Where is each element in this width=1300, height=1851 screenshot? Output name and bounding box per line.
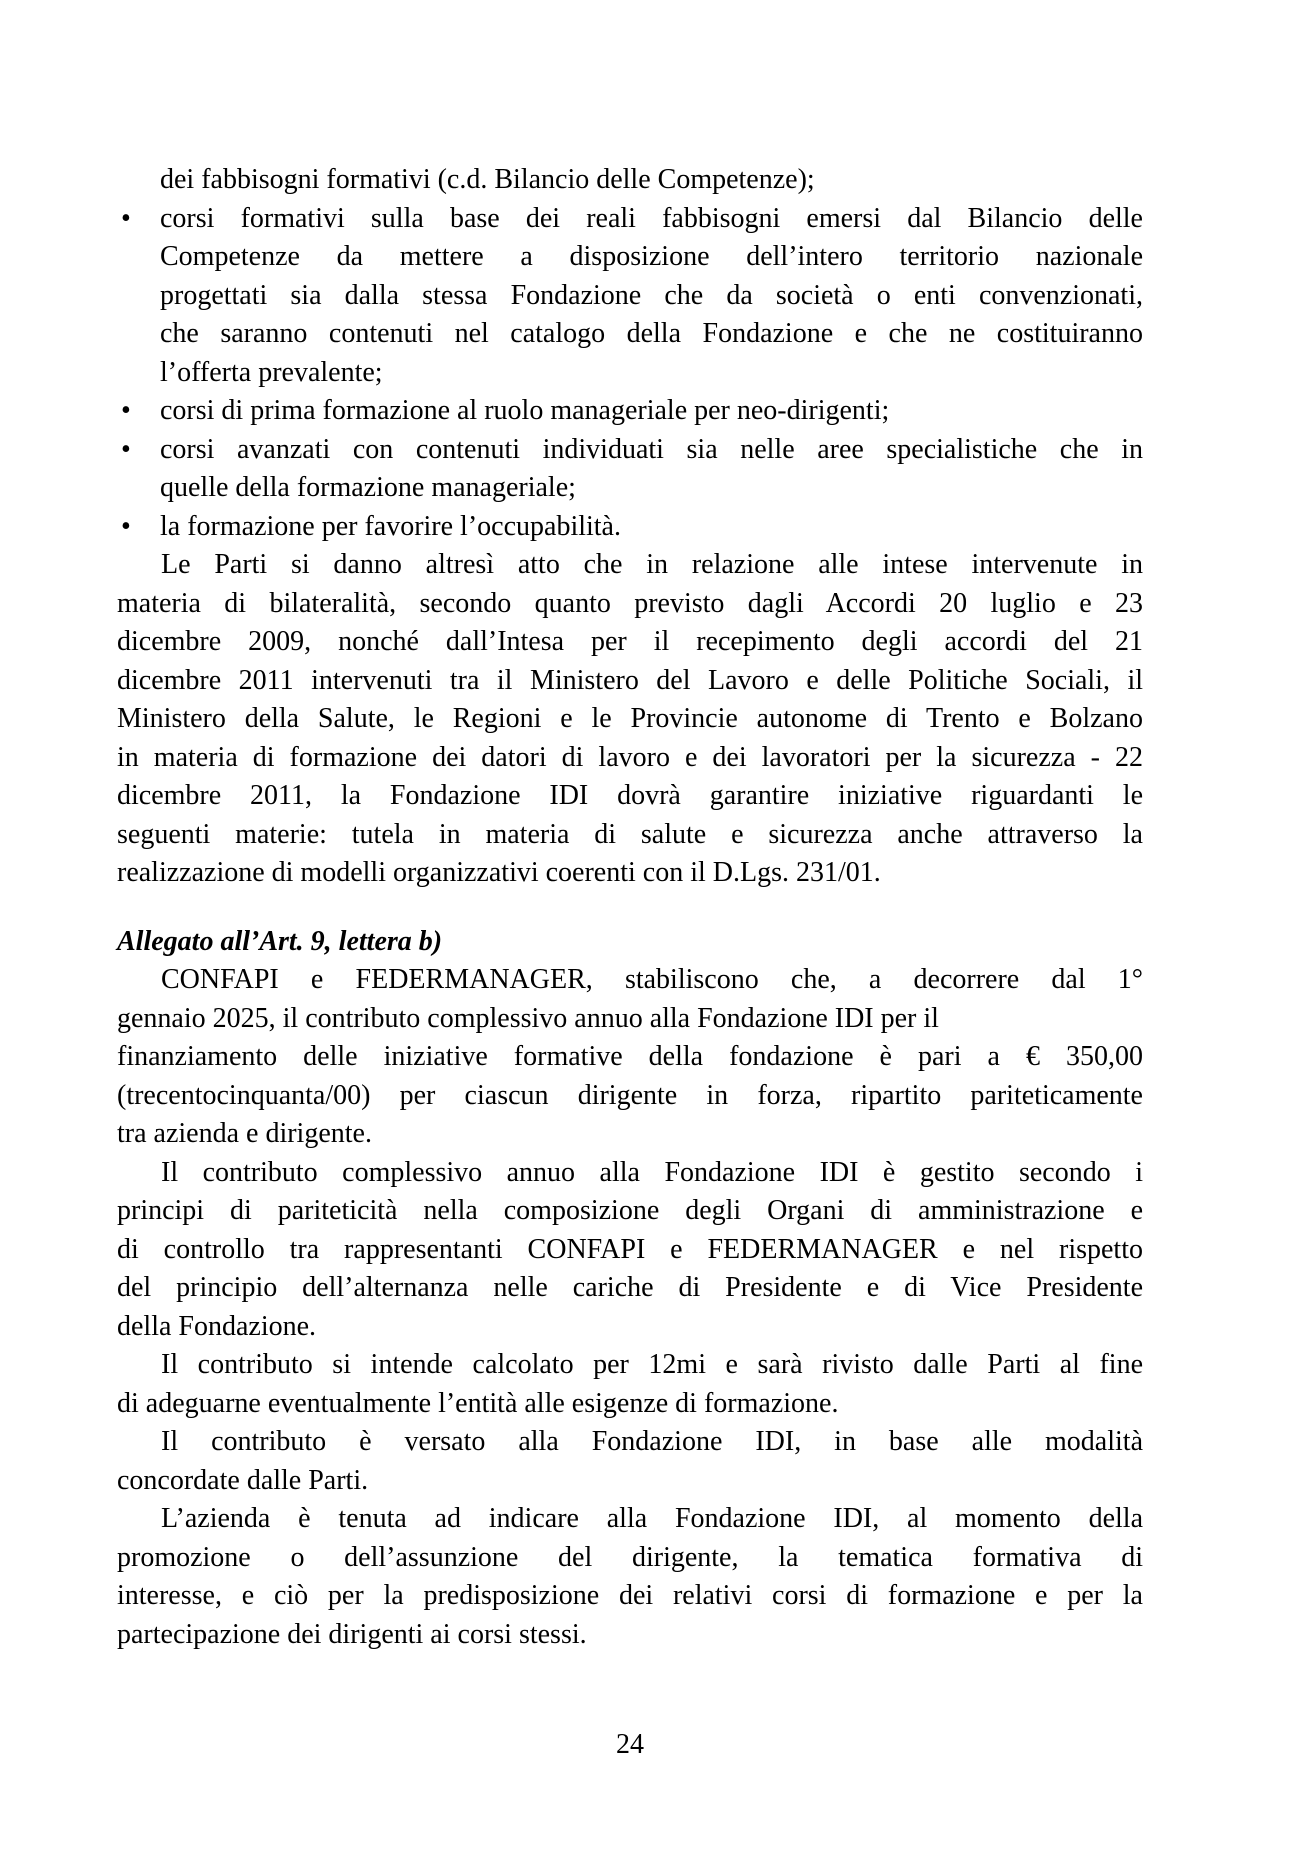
text-line xyxy=(117,816,1143,855)
text-line xyxy=(117,662,1143,701)
line-text: interesse, e ciò per la predisposizione dei relativi corsi di formazione e per la xyxy=(117,1580,1143,1611)
text-line xyxy=(117,1038,1143,1077)
text-line xyxy=(117,1077,1143,1116)
text-line xyxy=(117,1500,1143,1539)
bullet-icon: • xyxy=(121,395,131,426)
line-text: finanziamento delle iniziative formative della fondazione è pari a € 350,00 xyxy=(117,1041,1143,1072)
text-line xyxy=(117,1462,1143,1501)
line-text: CONFAPI e FEDERMANAGER, stabiliscono che, a decorrere dal 1° xyxy=(161,964,1143,995)
text-line xyxy=(117,277,1143,316)
line-text: Il contributo è versato alla Fondazione IDI, in base alle modalità xyxy=(161,1426,1143,1457)
line-text: principi di pariteticità nella composizione degli Organi di amministrazione e xyxy=(117,1195,1143,1226)
line-text: concordate dalle Parti. xyxy=(117,1464,369,1496)
text-line xyxy=(117,354,1143,393)
text-line xyxy=(117,1115,1143,1154)
line-text: che saranno contenuti nel catalogo della Fondazione e che ne costituiranno xyxy=(160,318,1143,349)
text-line xyxy=(117,1231,1143,1270)
line-text: dicembre 2011 intervenuti tra il Ministero del Lavoro e delle Politiche Sociali, il xyxy=(117,664,1143,696)
text-line xyxy=(117,1577,1143,1616)
text-line xyxy=(117,1308,1143,1347)
text-line xyxy=(117,238,1143,277)
text-line xyxy=(117,200,1143,239)
line-text: del principio dell’alternanza nelle cariche di Presidente e di Vice Presidente xyxy=(117,1272,1143,1303)
line-text: dicembre 2011, la Fondazione IDI dovrà garantire iniziative riguardanti le xyxy=(117,780,1143,811)
line-text: Ministero della Salute, le Regioni e le Provincie autonome di Trento e Bolzano xyxy=(117,703,1143,734)
line-text: Il contributo si intende calcolato per 12mi e sarà rivisto dalle Parti al fine xyxy=(161,1349,1143,1380)
page-footer xyxy=(117,1726,1143,1765)
text-line xyxy=(117,854,1143,893)
text-line xyxy=(117,777,1143,816)
line-text: promozione o dell’assunzione del dirigente, la tematica formativa di xyxy=(117,1541,1143,1573)
line-text: della Fondazione. xyxy=(117,1310,317,1342)
line-text: tra azienda e dirigente. xyxy=(117,1118,372,1149)
line-text: progettati sia dalla stessa Fondazione che da società o enti convenzionati, xyxy=(160,279,1143,311)
line-text: corsi formativi sulla base dei reali fabbisogni emersi dal Bilancio delle xyxy=(160,202,1143,234)
text-block xyxy=(117,161,1143,1765)
text-line xyxy=(117,546,1143,585)
bullet-icon: • xyxy=(121,202,131,234)
text-line xyxy=(117,1000,1143,1039)
bullet-icon: • xyxy=(121,433,131,465)
text-line xyxy=(117,1346,1143,1385)
line-text: Allegato all’Art. 9, lettera b) xyxy=(117,925,443,957)
line-text: dicembre 2009, nonché dall’Intesa per il recepimento degli accordi del 21 xyxy=(117,626,1143,657)
text-line xyxy=(117,469,1143,508)
line-text: Il contributo complessivo annuo alla Fondazione IDI è gestito secondo i xyxy=(161,1156,1143,1188)
line-text: la formazione per favorire l’occupabilità. xyxy=(160,510,621,542)
line-text: partecipazione dei dirigenti ai corsi stessi. xyxy=(117,1618,587,1650)
text-line xyxy=(117,1269,1143,1308)
text-line xyxy=(117,623,1143,662)
line-text: realizzazione di modelli organizzativi coerenti con il D.Lgs. 231/01. xyxy=(117,857,881,888)
line-text: dei fabbisogni formativi (c.d. Bilancio delle Competenze); xyxy=(160,164,815,195)
text-line xyxy=(117,1539,1143,1578)
text-line xyxy=(117,1192,1143,1231)
bullet-icon: • xyxy=(121,510,131,542)
line-text: materia di bilateralità, secondo quanto previsto dagli Accordi 20 luglio e 23 xyxy=(117,587,1143,619)
line-text: Competenze da mettere a disposizione dell’intero territorio nazionale xyxy=(160,241,1143,272)
text-line xyxy=(117,585,1143,624)
page-number: 24 xyxy=(616,1729,644,1760)
line-text: gennaio 2025, il contributo complessivo annuo alla Fondazione IDI per il xyxy=(117,1002,939,1034)
line-text: l’offerta prevalente; xyxy=(160,356,383,388)
line-text: corsi avanzati con contenuti individuati sia nelle aree specialistiche che in xyxy=(160,433,1143,465)
line-text: Le Parti si danno altresì atto che in relazione alle intese intervenute in xyxy=(161,549,1143,580)
line-text: quelle della formazione manageriale; xyxy=(160,472,576,503)
line-text: seguenti materie: tutela in materia di salute e sicurezza anche attraverso la xyxy=(117,818,1143,850)
text-line xyxy=(117,315,1143,354)
text-line xyxy=(117,739,1143,778)
text-line xyxy=(117,1616,1143,1655)
line-text: di controllo tra rappresentanti CONFAPI e FEDERMANAGER e nel rispetto xyxy=(117,1233,1143,1265)
line-text: L’azienda è tenuta ad indicare alla Fondazione IDI, al momento della xyxy=(161,1503,1143,1534)
line-text: di adeguarne eventualmente l’entità alle esigenze di formazione. xyxy=(117,1387,839,1419)
text-line xyxy=(117,508,1143,547)
text-line xyxy=(117,961,1143,1000)
section-heading xyxy=(117,923,1143,962)
text-line xyxy=(117,700,1143,739)
text-line xyxy=(117,161,1143,200)
text-line xyxy=(117,1385,1143,1424)
line-text: corsi di prima formazione al ruolo manageriale per neo-dirigenti; xyxy=(160,395,890,426)
text-line xyxy=(117,1423,1143,1462)
line-text: in materia di formazione dei datori di lavoro e dei lavoratori per la sicurezza - 22 xyxy=(117,741,1143,773)
text-line xyxy=(117,431,1143,470)
line-text: (trecentocinquanta/00) per ciascun dirigente in forza, ripartito pariteticamente xyxy=(117,1079,1143,1111)
text-line xyxy=(117,392,1143,431)
text-line xyxy=(117,1154,1143,1193)
